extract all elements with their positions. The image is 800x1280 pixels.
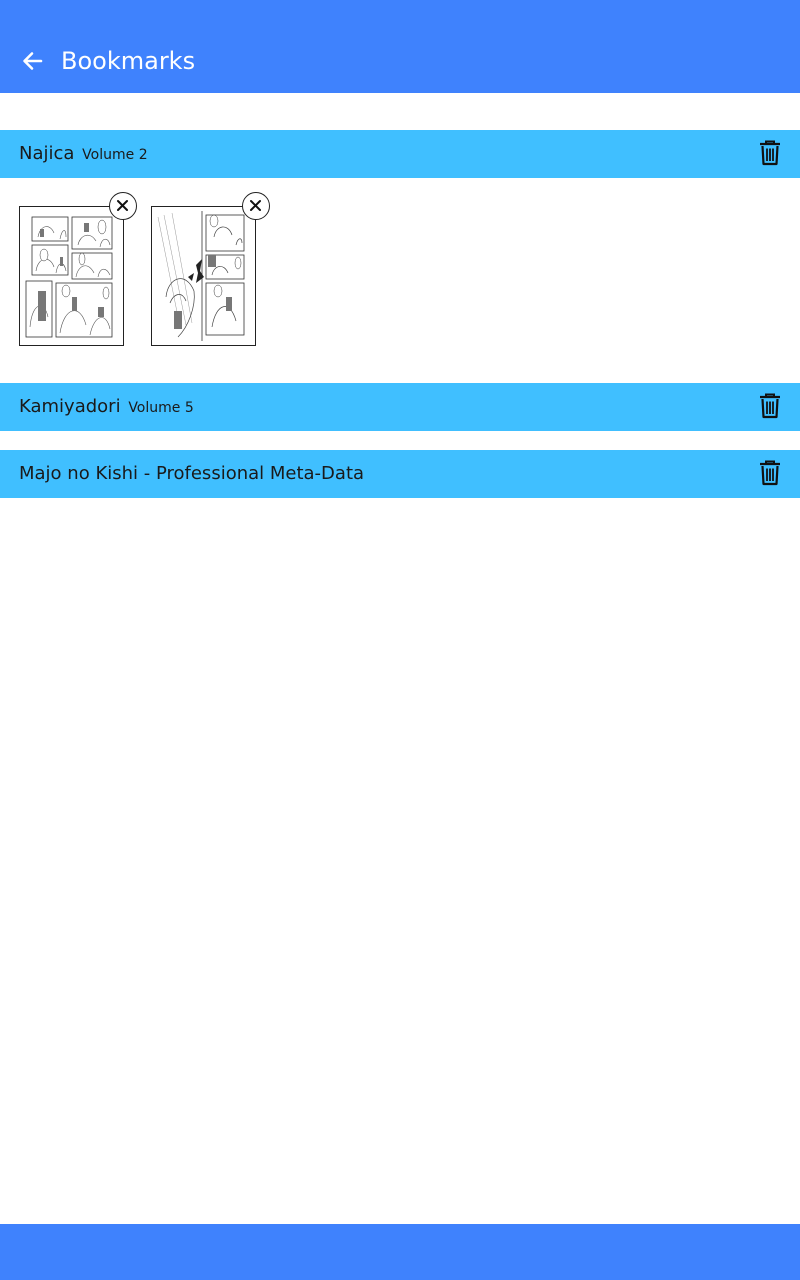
close-icon (243, 193, 268, 218)
remove-page-button[interactable] (109, 192, 137, 220)
manga-page-image (20, 207, 123, 345)
bookmark-title (19, 450, 364, 498)
bookmark-header-kamiyadori[interactable] (0, 383, 800, 431)
bookmark-header-najica[interactable] (0, 130, 800, 178)
close-icon (110, 193, 135, 218)
bookmark-volume: Volume 5 (128, 400, 194, 416)
trash-icon (758, 460, 782, 486)
manga-page-image (152, 207, 255, 345)
delete-bookmark-button[interactable] (758, 393, 782, 419)
bookmark-title (19, 130, 148, 178)
back-button[interactable] (16, 44, 50, 78)
arrow-left-icon (16, 44, 50, 78)
bookmark-volume: Volume 2 (82, 147, 148, 163)
navigation-bar (0, 1224, 800, 1280)
delete-bookmark-button[interactable] (758, 140, 782, 166)
page-title: Bookmarks (61, 47, 196, 75)
app-bar (0, 0, 800, 93)
trash-icon (758, 393, 782, 419)
bookmark-page-thumbnail[interactable] (151, 206, 256, 346)
bookmark-title-text: Majo no Kishi - Professional Meta-Data (19, 463, 365, 484)
delete-bookmark-button[interactable] (758, 460, 782, 486)
bookmark-header-majo-no-kishi[interactable] (0, 450, 800, 498)
bookmark-page-thumbnail[interactable] (19, 206, 124, 346)
bookmark-title (19, 383, 194, 431)
remove-page-button[interactable] (242, 192, 270, 220)
bookmark-title-text: Najica (19, 143, 75, 164)
bookmark-title-text: Kamiyadori (19, 396, 121, 417)
trash-icon (758, 140, 782, 166)
